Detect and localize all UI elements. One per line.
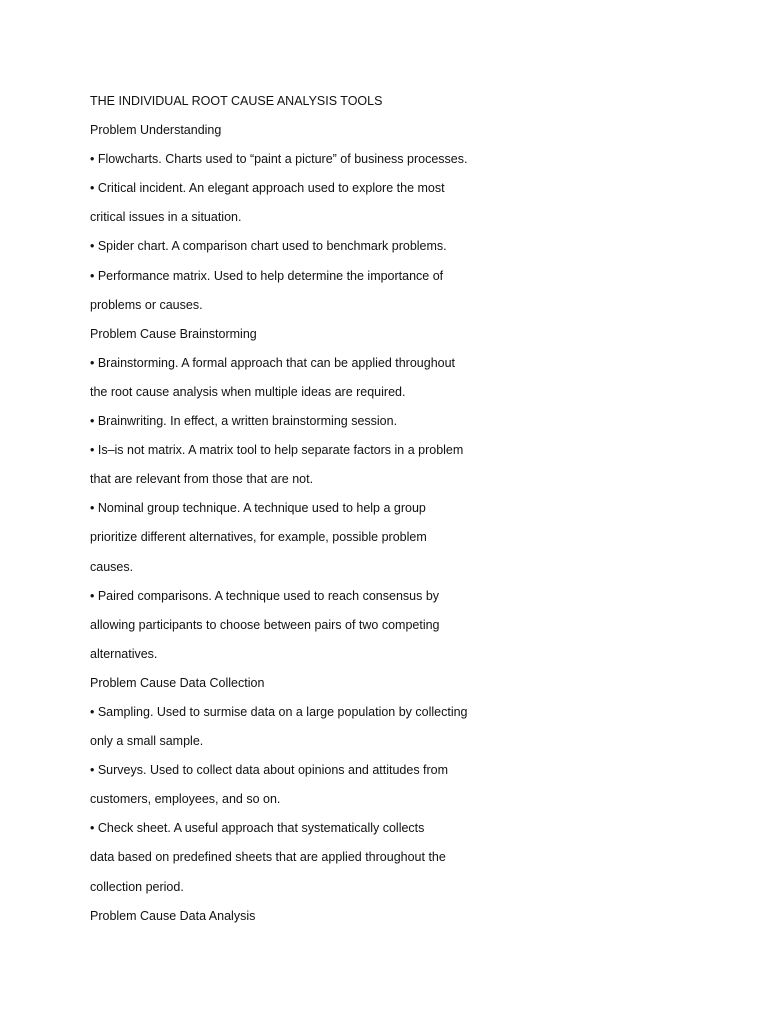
text-line: critical issues in a situation. bbox=[90, 210, 242, 225]
text-line: • Sampling. Used to surmise data on a large population by collecting bbox=[90, 704, 468, 719]
text-line: • Spider chart. A comparison chart used to benchmark problems. bbox=[90, 239, 447, 254]
text-line: • Surveys. Used to collect data about opinions and attitudes from bbox=[90, 763, 449, 778]
text-line: collection period. bbox=[90, 879, 184, 894]
section-heading-problem-understanding: Problem Understanding bbox=[90, 123, 222, 138]
text-line: the root cause analysis when multiple ideas are required. bbox=[90, 384, 406, 399]
text-line: • Is–is not matrix. A matrix tool to help separate factors in a problem bbox=[90, 443, 464, 458]
text-line: data based on predefined sheets that are applied throughout the bbox=[90, 850, 446, 865]
section-heading-problem-cause-brainstorming: Problem Cause Brainstorming bbox=[90, 326, 257, 341]
text-line: customers, employees, and so on. bbox=[90, 792, 281, 807]
text-line: • Performance matrix. Used to help determine the importance of bbox=[90, 268, 444, 283]
text-line: only a small sample. bbox=[90, 734, 204, 749]
text-line: that are relevant from those that are not. bbox=[90, 472, 314, 487]
text-line: prioritize different alternatives, for example, possible problem bbox=[90, 530, 427, 545]
document-body bbox=[90, 87, 730, 931]
text-line: • Brainstorming. A formal approach that can be applied throughout bbox=[90, 355, 456, 370]
text-line: • Check sheet. A useful approach that systematically collects bbox=[90, 821, 425, 836]
document-title: THE INDIVIDUAL ROOT CAUSE ANALYSIS TOOLS bbox=[90, 94, 383, 108]
text-line: alternatives. bbox=[90, 646, 158, 661]
text-line: • Nominal group technique. A technique used to help a group bbox=[90, 501, 426, 516]
text-line: • Flowcharts. Charts used to “paint a picture” of business processes. bbox=[90, 152, 468, 167]
text-line: • Paired comparisons. A technique used to reach consensus by bbox=[90, 588, 440, 603]
section-heading-problem-cause-data-analysis: Problem Cause Data Analysis bbox=[90, 908, 256, 923]
text-line: • Critical incident. An elegant approach used to explore the most bbox=[90, 181, 445, 196]
text-line: causes. bbox=[90, 559, 134, 574]
text-line: • Brainwriting. In effect, a written brainstorming session. bbox=[90, 414, 398, 429]
text-line: problems or causes. bbox=[90, 297, 203, 312]
section-heading-problem-cause-data-collection: Problem Cause Data Collection bbox=[90, 675, 265, 690]
text-line: allowing participants to choose between pairs of two competing bbox=[90, 617, 440, 632]
